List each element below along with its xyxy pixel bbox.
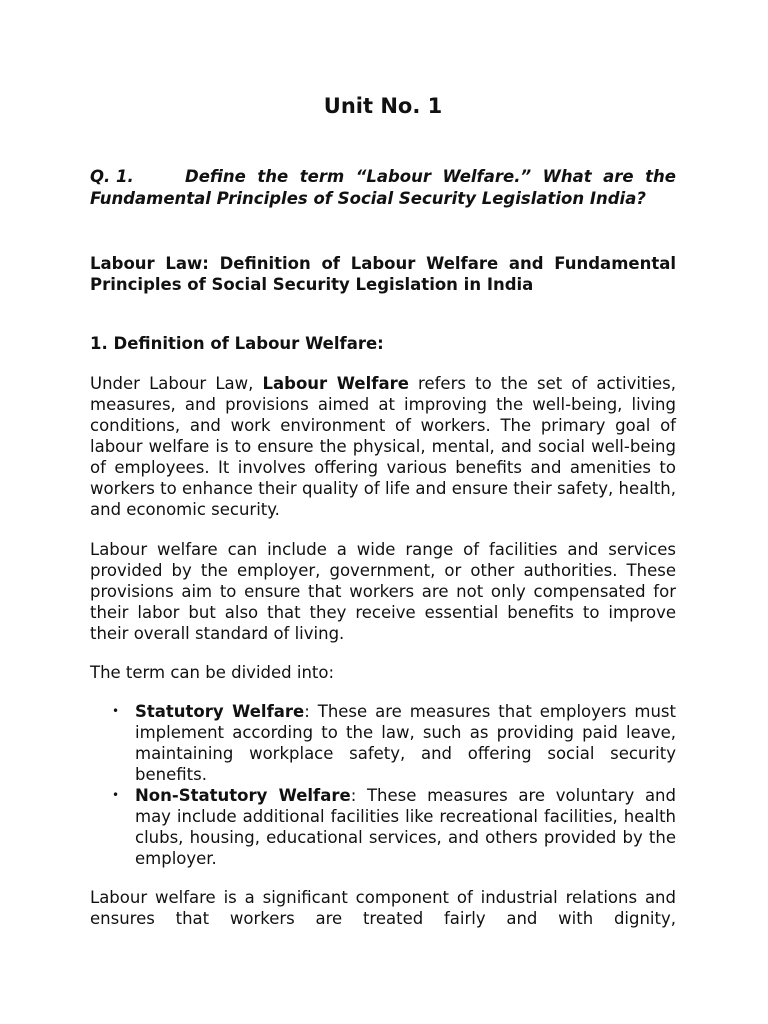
list-item-text: : These are measures that employers must implement according to the law, such as providing paid leave, maintaining workplace safety, and offering social security benefits.: [135, 702, 677, 784]
bullet-icon: •: [112, 788, 120, 802]
list-item-text: : These measures are voluntary and may include additional facilities like recreational facilities, health clubs, housing, educational services, and others provided by the employer.: [135, 786, 676, 868]
list-item: [90, 785, 676, 869]
paragraph-scope: Labour welfare can include a wide range of facilities and services provided by the employer, government, or other authorities. These provisions aim to ensure that workers are not only compensated for their labor but also that they receive essential benefits to improve their overall standard of living.: [90, 540, 676, 643]
paragraph-significance: Labour welfare is a significant component of industrial relations and ensures that workers are treated fairly and with dignity,: [90, 888, 676, 928]
paragraph-lead: Under Labour Law,: [90, 374, 263, 393]
paragraph-rest: refers to the set of activities, measures, and provisions aimed at improving the well-being, living conditions, and work environment of workers. The primary goal of labour welfare is to ensure the physical, mental, and social well-being of employees. It involves offering various benefits and amenities to workers to enhance their quality of life and ensure their safety, health, and economic security.: [90, 374, 677, 519]
paragraph-division: The term can be divided into:: [90, 663, 335, 682]
section-heading: 1. Definition of Labour Welfare:: [90, 334, 384, 353]
list-item: [90, 701, 676, 785]
bullet-icon: •: [112, 704, 120, 718]
question-text: Define the term “Labour Welfare.” What are the Fundamental Principles of Social Security Legislation India?: [90, 167, 676, 208]
question-number: Q. 1.: [90, 167, 134, 186]
bold-term: Labour Welfare: [262, 374, 409, 393]
welfare-types-list: [90, 701, 676, 869]
question: [90, 166, 676, 210]
section-subtitle: Labour Law: Definition of Labour Welfare and Fundamental Principles of Social Security Legislation in India: [90, 254, 676, 294]
list-item-term: Statutory Welfare: [135, 702, 305, 721]
paragraph-definition: [90, 373, 676, 520]
document-title: Unit No. 1: [323, 94, 443, 118]
list-item-term: Non-Statutory Welfare: [135, 786, 351, 805]
